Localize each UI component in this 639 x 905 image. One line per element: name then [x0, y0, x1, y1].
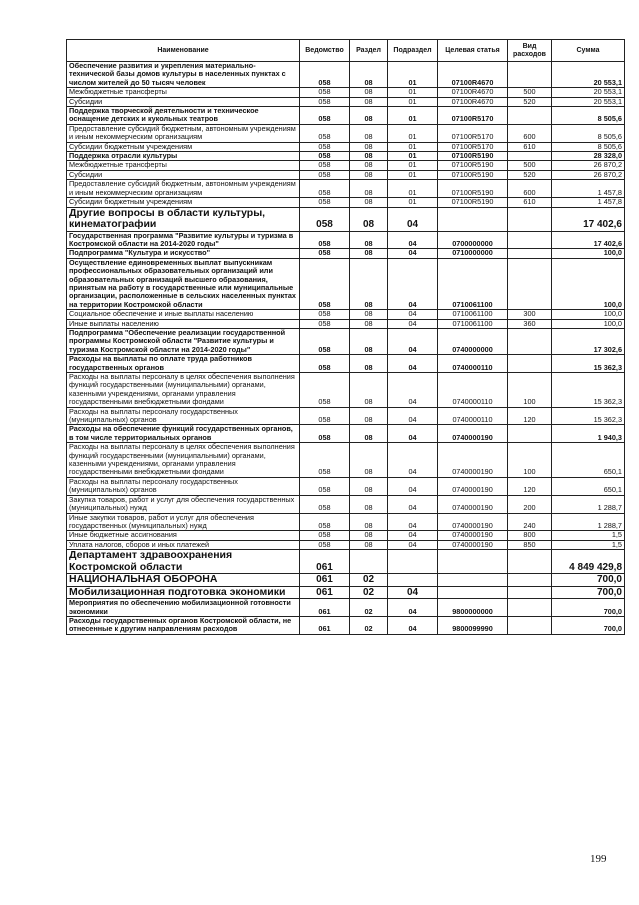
cell-podrazdel: 04: [388, 258, 438, 309]
cell-sum: 20 553,1: [552, 97, 625, 106]
cell-article: 07100R5170: [438, 107, 508, 125]
cell-sum: 26 870,2: [552, 161, 625, 170]
cell-article: 0740000190: [438, 425, 508, 443]
table-row: [67, 258, 625, 309]
cell-vid: 600: [508, 124, 552, 142]
page-number: 199: [590, 853, 607, 865]
table-row: [67, 495, 625, 513]
cell-name: Подпрограмма "Обеспечение реализации государственной программы Костромской области "Развитие культуры и туризма Костромской области на 2014-2020 годы": [67, 328, 300, 354]
cell-vedomstvo: 061: [300, 550, 350, 574]
cell-article: 0710061100: [438, 319, 508, 328]
cell-razdel: 02: [350, 616, 388, 634]
cell-sum: 650,1: [552, 477, 625, 495]
cell-podrazdel: 01: [388, 180, 438, 198]
cell-podrazdel: 04: [388, 599, 438, 617]
cell-sum: 1,5: [552, 531, 625, 540]
cell-article: 07100R5190: [438, 180, 508, 198]
cell-article: [438, 574, 508, 587]
cell-razdel: 02: [350, 574, 388, 587]
cell-razdel: 08: [350, 142, 388, 151]
cell-razdel: 08: [350, 425, 388, 443]
cell-name: Расходы на выплаты персоналу государственных (муниципальных) органов: [67, 407, 300, 425]
cell-name: Государственная программа "Развитие культуры и туризма в Костромской области на 2014-2020 годы": [67, 231, 300, 249]
cell-sum: 17 402,6: [552, 231, 625, 249]
cell-razdel: 08: [350, 407, 388, 425]
cell-article: 0710000000: [438, 249, 508, 258]
cell-vid: [508, 258, 552, 309]
cell-podrazdel: 01: [388, 62, 438, 88]
table-row: [67, 425, 625, 443]
cell-podrazdel: 01: [388, 198, 438, 207]
cell-sum: 700,0: [552, 616, 625, 634]
table-row: [67, 574, 625, 587]
cell-razdel: 08: [350, 170, 388, 179]
cell-article: 07100R5170: [438, 124, 508, 142]
cell-name: Расходы на выплаты персоналу в целях обеспечения выполнения функций государственными (муниципальными) органами, казенными учреждениями, органами управления государственными внебюджетными фондами: [67, 443, 300, 478]
cell-sum: 8 505,6: [552, 124, 625, 142]
cell-vedomstvo: 058: [300, 425, 350, 443]
cell-vedomstvo: 061: [300, 574, 350, 587]
cell-razdel: 08: [350, 540, 388, 549]
cell-vid: 300: [508, 310, 552, 319]
cell-podrazdel: 04: [388, 249, 438, 258]
cell-razdel: 08: [350, 124, 388, 142]
table-row: [67, 586, 625, 599]
cell-name: Мобилизационная подготовка экономики: [67, 586, 300, 599]
cell-sum: 650,1: [552, 443, 625, 478]
cell-article: 9800099990: [438, 616, 508, 634]
cell-sum: 1 457,8: [552, 198, 625, 207]
cell-article: 0740000190: [438, 540, 508, 549]
cell-razdel: 08: [350, 198, 388, 207]
cell-podrazdel: 04: [388, 540, 438, 549]
cell-vedomstvo: 058: [300, 107, 350, 125]
cell-vedomstvo: 058: [300, 355, 350, 373]
cell-sum: 100,0: [552, 249, 625, 258]
cell-name: Мероприятия по обеспечению мобилизационной готовности экономики: [67, 599, 300, 617]
cell-razdel: 08: [350, 443, 388, 478]
table-row: [67, 180, 625, 198]
cell-article: 07100R4670: [438, 88, 508, 97]
cell-vid: 200: [508, 495, 552, 513]
cell-podrazdel: 04: [388, 319, 438, 328]
cell-article: 0710061100: [438, 258, 508, 309]
cell-podrazdel: 04: [388, 531, 438, 540]
cell-name: Субсидии: [67, 97, 300, 106]
cell-sum: 15 362,3: [552, 407, 625, 425]
cell-vid: [508, 586, 552, 599]
cell-podrazdel: 04: [388, 477, 438, 495]
cell-podrazdel: 04: [388, 373, 438, 408]
cell-name: Субсидии: [67, 170, 300, 179]
header-vedomstvo: Ведомство: [300, 40, 350, 62]
cell-podrazdel: 04: [388, 207, 438, 231]
cell-vid: [508, 249, 552, 258]
cell-podrazdel: 04: [388, 616, 438, 634]
cell-vid: [508, 574, 552, 587]
cell-name: Осуществление единовременных выплат выпускникам профессиональных образовательных организаций или образовательных организаций высшего образования, принятым на работу в государственные или муниципальные организации, расположенные в сельских населенных пунктах на территории Костромской области: [67, 258, 300, 309]
cell-article: 07100R5190: [438, 161, 508, 170]
cell-sum: 15 362,3: [552, 373, 625, 408]
cell-vid: [508, 355, 552, 373]
cell-vid: [508, 550, 552, 574]
cell-vid: 120: [508, 477, 552, 495]
table-row: [67, 355, 625, 373]
cell-podrazdel: 01: [388, 152, 438, 161]
cell-podrazdel: 04: [388, 407, 438, 425]
cell-vedomstvo: 058: [300, 124, 350, 142]
table-row: [67, 616, 625, 634]
cell-name: Поддержка творческой деятельности и техническое оснащение детских и кукольных театров: [67, 107, 300, 125]
cell-razdel: 08: [350, 107, 388, 125]
cell-podrazdel: 04: [388, 310, 438, 319]
cell-sum: 20 553,1: [552, 62, 625, 88]
table-row: [67, 310, 625, 319]
cell-name: Расходы на обеспечение функций государственных органов, в том числе территориальных органов: [67, 425, 300, 443]
cell-sum: 28 328,0: [552, 152, 625, 161]
cell-article: 0740000000: [438, 328, 508, 354]
cell-vedomstvo: 058: [300, 531, 350, 540]
cell-vid: 500: [508, 161, 552, 170]
cell-vid: [508, 328, 552, 354]
cell-name: Расходы на выплаты персоналу государственных (муниципальных) органов: [67, 477, 300, 495]
table-row: [67, 477, 625, 495]
cell-name: Другие вопросы в области культуры, кинематографии: [67, 207, 300, 231]
cell-razdel: [350, 550, 388, 574]
cell-vedomstvo: 058: [300, 540, 350, 549]
cell-sum: 8 505,6: [552, 142, 625, 151]
cell-sum: 700,0: [552, 586, 625, 599]
table-row: [67, 107, 625, 125]
cell-name: Межбюджетные трансферты: [67, 88, 300, 97]
table-row: [67, 513, 625, 531]
cell-vedomstvo: 058: [300, 180, 350, 198]
cell-vid: [508, 107, 552, 125]
cell-sum: 15 362,3: [552, 355, 625, 373]
cell-vedomstvo: 058: [300, 142, 350, 151]
cell-podrazdel: 04: [388, 425, 438, 443]
cell-podrazdel: 01: [388, 124, 438, 142]
cell-razdel: 08: [350, 328, 388, 354]
header-vid: Вид расходов: [508, 40, 552, 62]
cell-vedomstvo: 058: [300, 443, 350, 478]
cell-podrazdel: 04: [388, 586, 438, 599]
cell-podrazdel: 04: [388, 513, 438, 531]
cell-vid: 610: [508, 142, 552, 151]
cell-vedomstvo: 058: [300, 373, 350, 408]
cell-name: Иные закупки товаров, работ и услуг для обеспечения государственных (муниципальных) нужд: [67, 513, 300, 531]
cell-razdel: 08: [350, 97, 388, 106]
cell-podrazdel: 04: [388, 231, 438, 249]
table-row: [67, 328, 625, 354]
table-row: [67, 62, 625, 88]
cell-vedomstvo: 058: [300, 231, 350, 249]
cell-name: Уплата налогов, сборов и иных платежей: [67, 540, 300, 549]
cell-podrazdel: 01: [388, 97, 438, 106]
cell-razdel: 02: [350, 599, 388, 617]
cell-razdel: 08: [350, 310, 388, 319]
cell-name: Иные выплаты населению: [67, 319, 300, 328]
cell-razdel: 08: [350, 531, 388, 540]
header-sum: Сумма: [552, 40, 625, 62]
header-article: Целевая статья: [438, 40, 508, 62]
cell-article: 0740000190: [438, 443, 508, 478]
cell-podrazdel: 01: [388, 161, 438, 170]
cell-sum: 8 505,6: [552, 107, 625, 125]
cell-name: Департамент здравоохранения Костромской области: [67, 550, 300, 574]
cell-vid: 360: [508, 319, 552, 328]
table-row: [67, 407, 625, 425]
cell-article: 0740000110: [438, 373, 508, 408]
cell-podrazdel: [388, 550, 438, 574]
cell-vid: 100: [508, 373, 552, 408]
cell-article: 0740000110: [438, 355, 508, 373]
table-row: [67, 88, 625, 97]
cell-vid: 850: [508, 540, 552, 549]
cell-razdel: 08: [350, 62, 388, 88]
cell-razdel: 08: [350, 207, 388, 231]
cell-vid: [508, 207, 552, 231]
cell-vedomstvo: 058: [300, 198, 350, 207]
cell-vedomstvo: 058: [300, 170, 350, 179]
cell-name: Расходы государственных органов Костромской области, не отнесенные к другим направлениям расходов: [67, 616, 300, 634]
header-name: Наименование: [67, 40, 300, 62]
cell-razdel: 08: [350, 355, 388, 373]
cell-vid: 100: [508, 443, 552, 478]
cell-sum: 100,0: [552, 258, 625, 309]
cell-name: Подпрограмма "Культура и искусство": [67, 249, 300, 258]
cell-razdel: 08: [350, 258, 388, 309]
cell-vid: 610: [508, 198, 552, 207]
cell-vedomstvo: 058: [300, 319, 350, 328]
cell-sum: 1 940,3: [552, 425, 625, 443]
cell-sum: 17 402,6: [552, 207, 625, 231]
cell-vid: 520: [508, 170, 552, 179]
cell-article: 07100R5190: [438, 152, 508, 161]
cell-article: 07100R4670: [438, 97, 508, 106]
cell-name: Субсидии бюджетным учреждениям: [67, 198, 300, 207]
cell-vedomstvo: 061: [300, 616, 350, 634]
cell-vedomstvo: 058: [300, 249, 350, 258]
cell-vedomstvo: 061: [300, 599, 350, 617]
cell-razdel: 02: [350, 586, 388, 599]
cell-razdel: 08: [350, 495, 388, 513]
cell-article: 0740000190: [438, 513, 508, 531]
table-body: [67, 62, 625, 635]
cell-vid: [508, 599, 552, 617]
table-row: [67, 161, 625, 170]
cell-sum: 1 288,7: [552, 495, 625, 513]
cell-article: 0740000190: [438, 495, 508, 513]
cell-razdel: 08: [350, 231, 388, 249]
table-row: [67, 550, 625, 574]
cell-razdel: 08: [350, 152, 388, 161]
cell-vedomstvo: 058: [300, 407, 350, 425]
cell-sum: 100,0: [552, 319, 625, 328]
cell-sum: 700,0: [552, 574, 625, 587]
cell-razdel: 08: [350, 319, 388, 328]
cell-sum: 100,0: [552, 310, 625, 319]
cell-vid: [508, 425, 552, 443]
table-header-row: [67, 40, 625, 62]
cell-vid: [508, 231, 552, 249]
cell-sum: 1 457,8: [552, 180, 625, 198]
budget-table-container: [66, 39, 624, 635]
cell-razdel: 08: [350, 513, 388, 531]
cell-podrazdel: 01: [388, 107, 438, 125]
cell-article: 07100R5170: [438, 142, 508, 151]
cell-article: 0740000190: [438, 531, 508, 540]
cell-sum: 26 870,2: [552, 170, 625, 179]
table-row: [67, 198, 625, 207]
cell-podrazdel: [388, 574, 438, 587]
cell-article: 0740000110: [438, 407, 508, 425]
cell-vedomstvo: 058: [300, 328, 350, 354]
cell-razdel: 08: [350, 373, 388, 408]
cell-vid: 600: [508, 180, 552, 198]
cell-vedomstvo: 058: [300, 310, 350, 319]
cell-name: Субсидии бюджетным учреждениям: [67, 142, 300, 151]
cell-name: Предоставление субсидий бюджетным, автономным учреждениям и иным некоммерческим организациям: [67, 124, 300, 142]
cell-article: 07100R4670: [438, 62, 508, 88]
table-row: [67, 531, 625, 540]
header-razdel: Раздел: [350, 40, 388, 62]
cell-article: 0710061100: [438, 310, 508, 319]
cell-name: Поддержка отрасли культуры: [67, 152, 300, 161]
cell-name: Расходы на выплаты персоналу в целях обеспечения выполнения функций государственными (муниципальными) органами, казенными учреждениями, органами управления государственными внебюджетными фондами: [67, 373, 300, 408]
cell-vedomstvo: 058: [300, 152, 350, 161]
cell-podrazdel: 01: [388, 88, 438, 97]
cell-article: 9800000000: [438, 599, 508, 617]
cell-name: Расходы на выплаты по оплате труда работников государственных органов: [67, 355, 300, 373]
cell-vid: [508, 616, 552, 634]
cell-sum: 1 288,7: [552, 513, 625, 531]
cell-sum: 700,0: [552, 599, 625, 617]
cell-article: 0700000000: [438, 231, 508, 249]
cell-name: Закупка товаров, работ и услуг для обеспечения государственных (муниципальных) нужд: [67, 495, 300, 513]
cell-vid: [508, 62, 552, 88]
cell-razdel: 08: [350, 249, 388, 258]
cell-name: Социальное обеспечение и иные выплаты населению: [67, 310, 300, 319]
cell-vedomstvo: 061: [300, 586, 350, 599]
cell-sum: 17 302,6: [552, 328, 625, 354]
table-row: [67, 207, 625, 231]
cell-razdel: 08: [350, 88, 388, 97]
cell-vid: 800: [508, 531, 552, 540]
cell-podrazdel: 04: [388, 443, 438, 478]
cell-sum: 4 849 429,8: [552, 550, 625, 574]
cell-vedomstvo: 058: [300, 495, 350, 513]
cell-podrazdel: 04: [388, 355, 438, 373]
cell-razdel: 08: [350, 477, 388, 495]
header-podrazdel: Подраздел: [388, 40, 438, 62]
table-row: [67, 599, 625, 617]
cell-razdel: 08: [350, 161, 388, 170]
cell-article: [438, 586, 508, 599]
cell-vedomstvo: 058: [300, 258, 350, 309]
cell-article: [438, 207, 508, 231]
table-row: [67, 231, 625, 249]
cell-podrazdel: 04: [388, 495, 438, 513]
cell-vedomstvo: 058: [300, 513, 350, 531]
cell-podrazdel: 01: [388, 142, 438, 151]
cell-article: [438, 550, 508, 574]
cell-article: 07100R5190: [438, 198, 508, 207]
cell-name: Обеспечение развития и укрепления материально-технической базы домов культуры в населенных пунктах с числом жителей до 50 тысяч человек: [67, 62, 300, 88]
cell-vedomstvo: 058: [300, 207, 350, 231]
cell-podrazdel: 01: [388, 170, 438, 179]
cell-vid: 240: [508, 513, 552, 531]
cell-name: Межбюджетные трансферты: [67, 161, 300, 170]
cell-name: Предоставление субсидий бюджетным, автономным учреждениям и иным некоммерческим организациям: [67, 180, 300, 198]
cell-article: 0740000190: [438, 477, 508, 495]
table-row: [67, 373, 625, 408]
table-row: [67, 249, 625, 258]
table-row: [67, 443, 625, 478]
cell-razdel: 08: [350, 180, 388, 198]
budget-table: [66, 39, 625, 635]
cell-vid: 120: [508, 407, 552, 425]
cell-vedomstvo: 058: [300, 161, 350, 170]
cell-sum: 1,5: [552, 540, 625, 549]
cell-vedomstvo: 058: [300, 62, 350, 88]
cell-vedomstvo: 058: [300, 477, 350, 495]
cell-vid: 520: [508, 97, 552, 106]
cell-name: Иные бюджетные ассигнования: [67, 531, 300, 540]
table-row: [67, 124, 625, 142]
cell-vedomstvo: 058: [300, 88, 350, 97]
cell-name: НАЦИОНАЛЬНАЯ ОБОРОНА: [67, 574, 300, 587]
cell-article: 07100R5190: [438, 170, 508, 179]
cell-sum: 20 553,1: [552, 88, 625, 97]
cell-podrazdel: 04: [388, 328, 438, 354]
cell-vid: 500: [508, 88, 552, 97]
cell-vedomstvo: 058: [300, 97, 350, 106]
